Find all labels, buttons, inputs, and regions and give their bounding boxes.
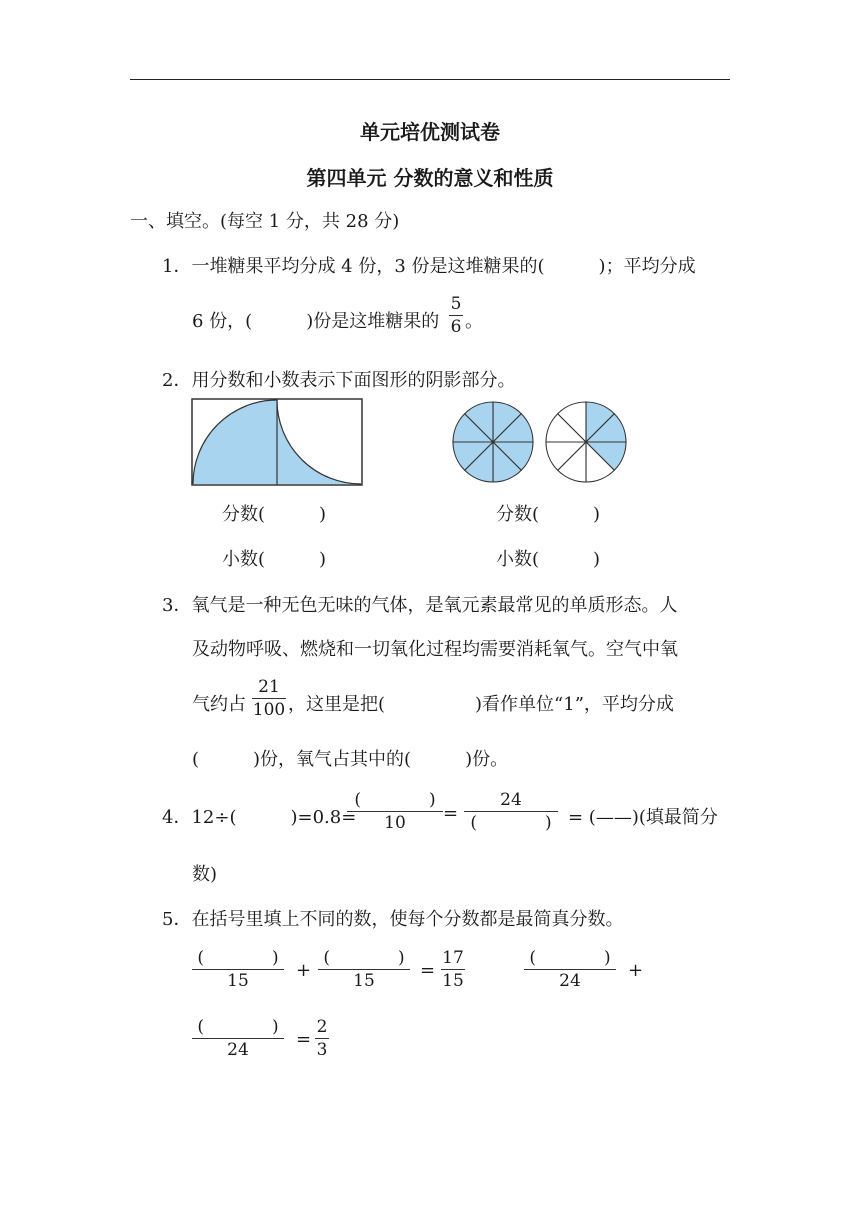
q5-result-numerator: 2 — [316, 1017, 328, 1037]
q5-blank: ( ) — [529, 948, 611, 968]
q2-left-decimal-label: 小数( ) — [222, 549, 327, 570]
fully-shaded-circle — [453, 402, 533, 482]
q2-right-decimal-label: 小数( ) — [496, 549, 601, 570]
q4-fraction-2-denominator: ( ) — [464, 811, 558, 832]
q5-equals: = — [420, 960, 436, 981]
q3-line4: ( )份，氧气占其中的( )份。 — [192, 749, 509, 770]
q5-blank: ( ) — [197, 948, 279, 968]
q4-fraction-2 — [464, 792, 558, 832]
q4-fraction-1-numerator: ( ) — [354, 790, 436, 810]
q4-line2: 数) — [192, 864, 218, 885]
q1-line1: 1．一堆糖果平均分成 4 份，3 份是这堆糖果的( )；平均分成 — [162, 256, 696, 277]
q3-line3-prefix: 气约占 — [192, 694, 246, 715]
q3-fraction — [252, 679, 286, 719]
q5-eq2-result — [315, 1019, 329, 1059]
q1-line2-prefix: 6 份，( )份是这堆糖果的 — [192, 311, 440, 332]
q5-plus: + — [296, 960, 312, 981]
q4-fraction-2-numerator: 24 — [500, 790, 522, 810]
q1-fraction-numerator: 5 — [450, 294, 462, 314]
page-subtitle: 第四单元 分数的意义和性质 — [306, 166, 554, 190]
q5-eq1-result — [441, 950, 465, 990]
right-quarter-circle-shade — [277, 400, 361, 484]
q5-eq2-fraction-a — [524, 950, 616, 990]
q2-right-fraction-label: 分数( ) — [496, 504, 601, 525]
q2-left-fraction-label: 分数( ) — [222, 504, 327, 525]
q4-fraction-1 — [347, 792, 443, 832]
page-title: 单元培优测试卷 — [360, 120, 500, 144]
q5-denominator: 24 — [524, 969, 616, 990]
q4-prefix: 4．12÷( )=0.8= — [162, 807, 357, 828]
q5-result-denominator: 15 — [442, 971, 464, 991]
q5-line: 5．在括号里填上不同的数，使每个分数都是最简真分数。 — [162, 909, 624, 930]
q5-eq1-fraction-b — [318, 950, 410, 990]
q5-blank: ( ) — [323, 948, 405, 968]
q5-result-denominator: 3 — [316, 1040, 328, 1060]
q3-fraction-denominator: 100 — [252, 700, 286, 720]
q3-line2: 及动物呼吸、燃烧和一切氧化过程均需要消耗氧气。空气中氧 — [192, 639, 678, 660]
q3-line3-suffix: ，这里是把( )看作单位“1”，平均分成 — [288, 694, 674, 715]
q1-line2-suffix: 。 — [465, 311, 483, 332]
q4-suffix: = (——)(填最简分 — [568, 807, 718, 828]
q1-fraction-denominator: 6 — [450, 317, 462, 337]
q5-denominator: 15 — [318, 969, 410, 990]
partially-shaded-circle — [546, 402, 626, 482]
q5-equals: = — [296, 1029, 312, 1050]
top-rule — [130, 79, 730, 80]
two-circles-figure — [450, 399, 640, 485]
q3-fraction-numerator: 21 — [258, 677, 280, 697]
q5-result-numerator: 17 — [442, 948, 464, 968]
section-heading: 一、填空。(每空 1 分，共 28 分) — [130, 211, 400, 232]
q3-line1: 3．氧气是一种无色无味的气体，是氧元素最常见的单质形态。人 — [162, 595, 678, 616]
q2-line: 2．用分数和小数表示下面图形的阴影部分。 — [162, 370, 516, 391]
rectangle-quarter-circles-figure — [191, 398, 363, 486]
q5-blank: ( ) — [197, 1017, 279, 1037]
q5-eq2-fraction-b — [192, 1019, 284, 1059]
q5-denominator: 24 — [192, 1038, 284, 1059]
q5-plus: + — [628, 960, 644, 981]
q5-eq1-fraction-a — [192, 950, 284, 990]
left-quarter-circle-shade — [193, 400, 277, 484]
q1-fraction — [449, 296, 463, 336]
q5-denominator: 15 — [192, 969, 284, 990]
q4-equals: = — [443, 803, 459, 824]
q4-fraction-1-denominator: 10 — [347, 811, 443, 832]
